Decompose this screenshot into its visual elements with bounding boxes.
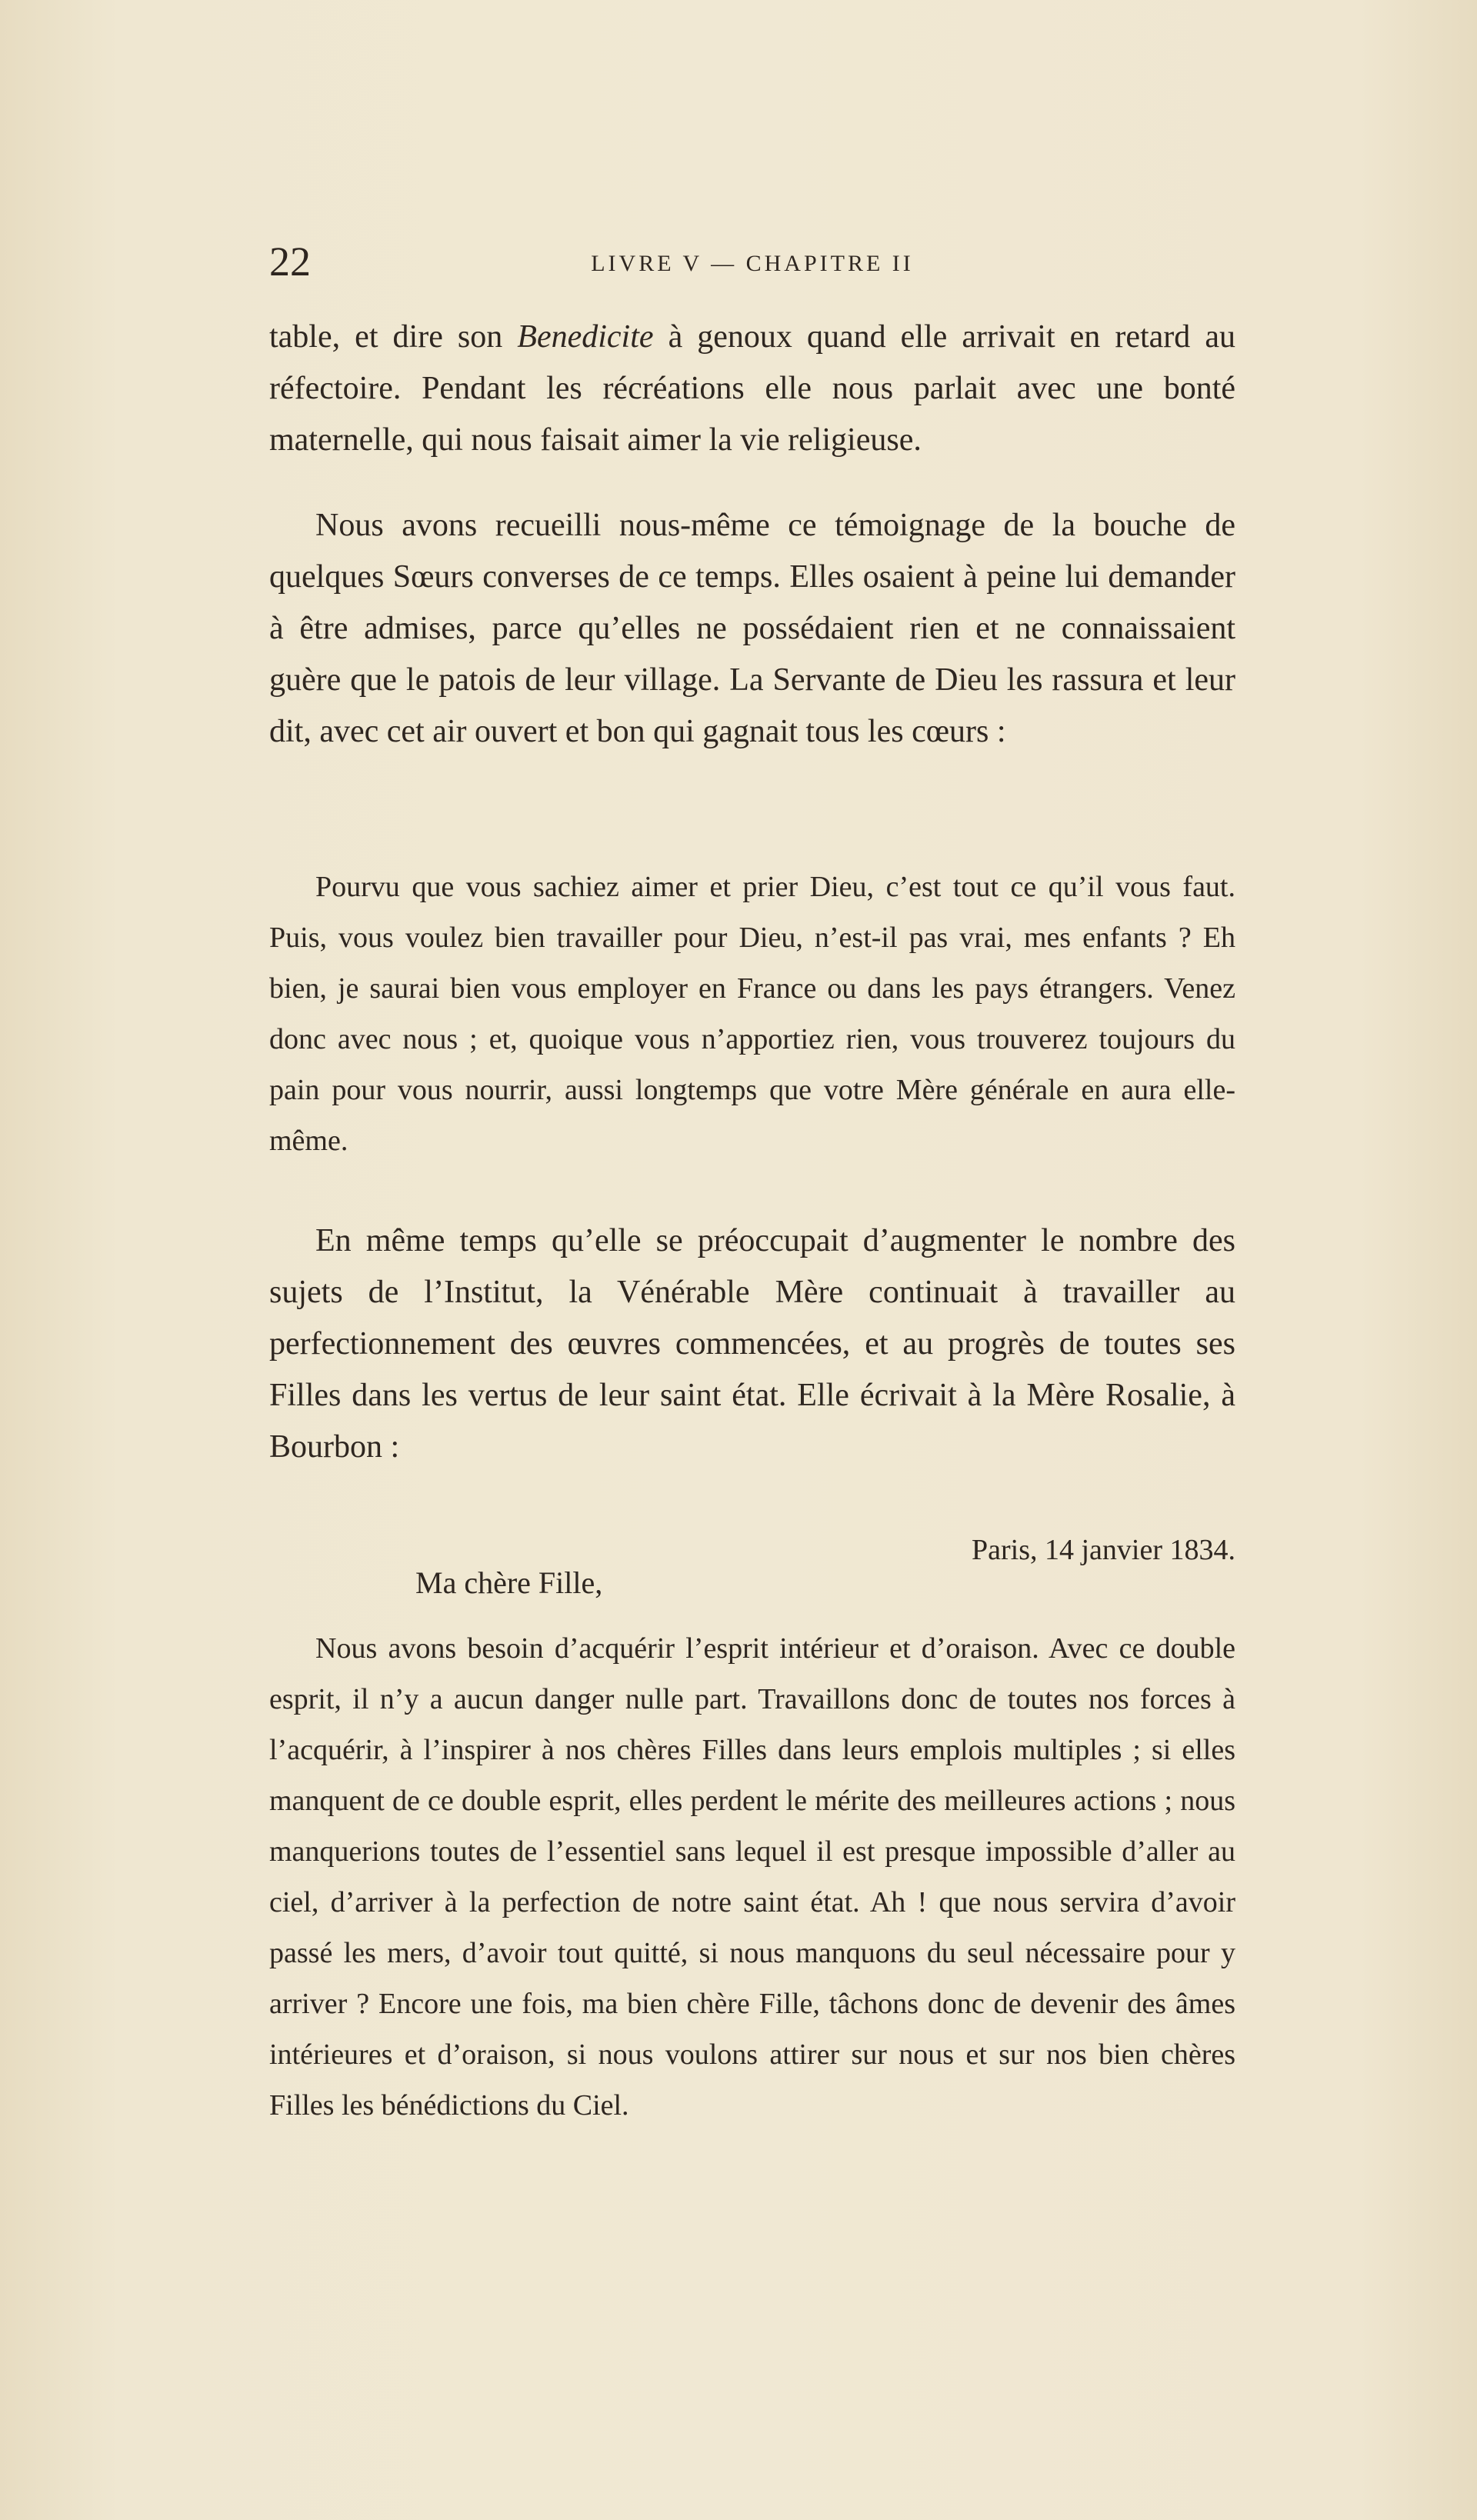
letter-body (269, 1623, 1235, 2131)
letter-date: Paris, 14 janvier 1834. (971, 1534, 1235, 1566)
paragraph-1-end: à genoux quand elle arrivait en retard au réfectoire. Pendant les récréations elle nous parlait avec une bonté maternelle, qui nous faisait aimer la vie religieuse. (269, 319, 1235, 458)
page-header (269, 231, 1235, 292)
paragraph-institut (269, 1215, 1235, 1473)
paragraph-1-start: table, et dire son (269, 319, 518, 355)
letter-salutation: Ma chère Fille, (415, 1565, 603, 1600)
paragraph-2: Nous avons recueilli nous-même ce témoignage de la bouche de quelques Sœurs converses de ce temps. Elles osaient à peine lui demander à être admises, parce qu’elles ne possédaient rien et ne connaissaient guère que le patois de leur village. La Servante de Dieu les rassura et leur dit, avec cet air ouvert et bon qui gagnait tous les cœurs : (269, 508, 1235, 749)
benedicite-italic: Benedicite (517, 319, 654, 355)
quote-1: Pourvu que vous sachiez aimer et prier Dieu, c’est tout ce qu’il vous faut. Puis, vous voulez bien travailler pour Dieu, n’est-il pas vrai, mes enfants ? Eh bien, je saurai bien vous employer en France ou dans les pays étrangers. Venez donc avec nous ; et, quoique vous n’apportiez rien, vous trouverez toujours du pain pour vous nourrir, aussi longtemps que votre Mère générale en aura elle-même. (269, 871, 1235, 1157)
quoted-speech (269, 862, 1235, 1166)
paragraph-3: En même temps qu’elle se préoccupait d’augmenter le nombre des sujets de l’Institut, la Vénérable Mère continuait à travailler au perfectionnement des œuvres commencées, et au progrès de toutes ses Filles dans les vertus de leur saint état. Elle écrivait à la Mère Rosalie, à Bourbon : (269, 1223, 1235, 1465)
paragraph-temoignage (269, 500, 1235, 758)
running-head: LIVRE V — CHAPITRE II (591, 251, 914, 276)
paragraph-continuation (269, 312, 1235, 466)
letter-text: Nous avons besoin d’acquérir l’esprit intérieur et d’oraison. Avec ce double esprit, il n’y a aucun danger nulle part. Travaillons donc de toutes nos forces à l’acquérir, à l’inspirer à nos chères Filles dans leurs emplois multiples ; si elles manquent de ce double esprit, elles perdent le mérite des meilleures actions ; nous manquerions toutes de l’essentiel sans lequel il est presque impossible d’aller au ciel, d’arriver à la perfection de notre saint état. Ah ! que nous servira d’avoir passé les mers, d’avoir tout quitté, si nous manquons du seul nécessaire pour y arriver ? Encore une fois, ma bien chère Fille, tâchons donc de devenir des âmes intérieures et d’oraison, si nous voulons attirer sur nous et sur nos bien chères Filles les bénédictions du Ciel. (269, 1632, 1235, 2122)
page-number: 22 (269, 238, 311, 285)
